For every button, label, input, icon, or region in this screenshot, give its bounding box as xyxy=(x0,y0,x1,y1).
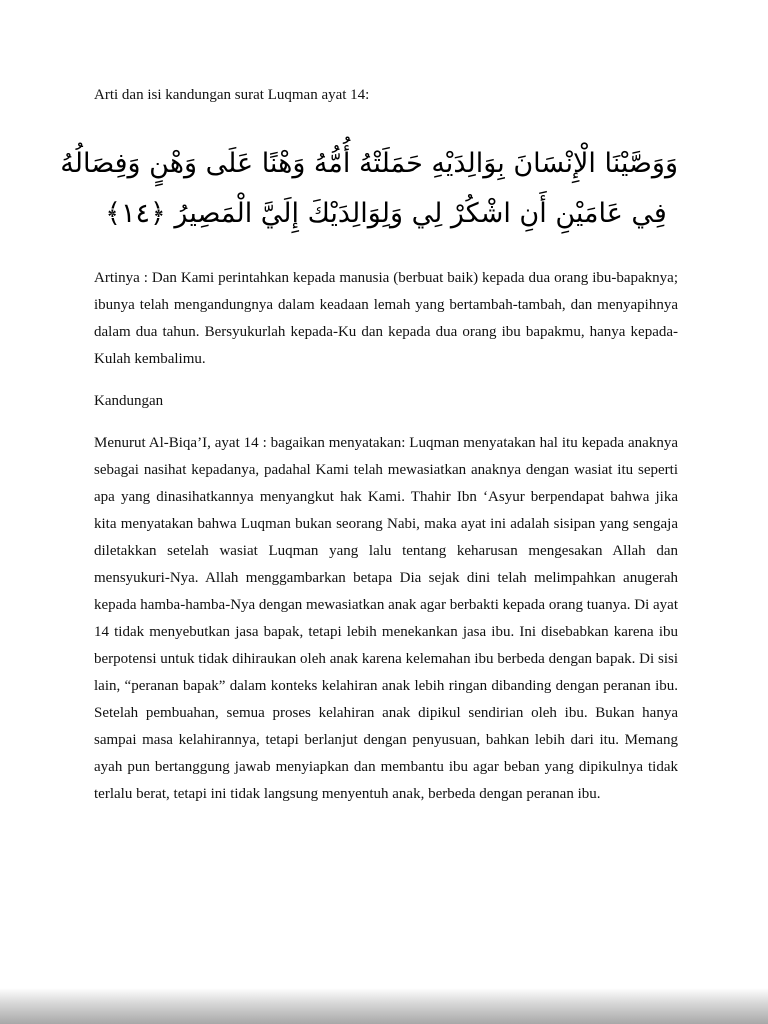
translation-paragraph: Artinya : Dan Kami perintahkan kepada manusia (berbuat baik) kepada dua orang ibu-bapaknya; ibunya telah mengandungnya dalam keadaan lemah yang bertambah-tambah, dan menyapihnya dalam dua tahun. Bersyukurlah kepada-Ku dan kepada dua orang ibu bapakmu, hanya kepada-Kulah kembalimu. xyxy=(94,270,678,367)
arabic-verse-line-1: وَوَصَّيْنَا الْإِنْسَانَ بِوَالِدَيْهِ حَمَلَتْهُ أُمُّهُ وَهْنًا عَلَى وَهْنٍ وَفِصَالُهُ xyxy=(60,148,678,179)
document-title: Arti dan isi kandungan surat Luqman ayat 14: xyxy=(94,87,370,103)
section-heading-kandungan: Kandungan xyxy=(94,393,164,409)
arabic-verse xyxy=(60,139,678,239)
arabic-verse-line-2: فِي عَامَيْنِ أَنِ اشْكُرْ لِي وَلِوَالِدَيْكَ إِلَيَّ الْمَصِيرُ ﴿١٤﴾ xyxy=(105,198,667,229)
body-paragraph: Menurut Al-Biqa’I, ayat 14 : bagaikan menyatakan: Luqman menyatakan hal itu kepada anaknya sebagai nasihat kepadanya, padahal Kami telah mewasiatkan anaknya dengan wasiat itu seperti apa yang dinasihatkannya menyangkut hak Kami. Thahir Ibn ‘Asyur berpendapat bahwa jika kita menyatakan bahwa Luqman bukan seorang Nabi, maka ayat ini adalah sisipan yang sengaja diletakkan setelah wasiat Luqman yang lalu tentang keharusan mengesakan Allah dan mensyukuri-Nya. Allah menggambarkan betapa Dia sejak dini telah melimpahkan anugerah kepada hamba-hamba-Nya dengan mewasiatkan anak agar berbakti kepada orang tuanya. Di ayat 14 tidak menyebutkan jasa bapak, tetapi lebih menekankan jasa ibu. Ini disebabkan karena ibu berpotensi untuk tidak dihiraukan oleh anak karena kelemahan ibu berbeda dengan bapak. Di sisi lain, “peranan bapak” dalam konteks kelahiran anak lebih ringan dibanding dengan peranan ibu. Setelah pembuahan, semua proses kelahiran anak dipikul sendirian oleh ibu. Bukan hanya sampai masa kelahirannya, tetapi berlanjut dengan penyusuan, bahkan lebih dari itu. Memang ayah pun bertanggung jawab menyiapkan dan membantu ibu agar beban yang dipikulnya tidak terlalu berat, tetapi ini tidak langsung menyentuh anak, berbeda dengan peranan ibu. xyxy=(94,435,678,802)
scanned-page-bottom-edge xyxy=(0,988,768,1024)
